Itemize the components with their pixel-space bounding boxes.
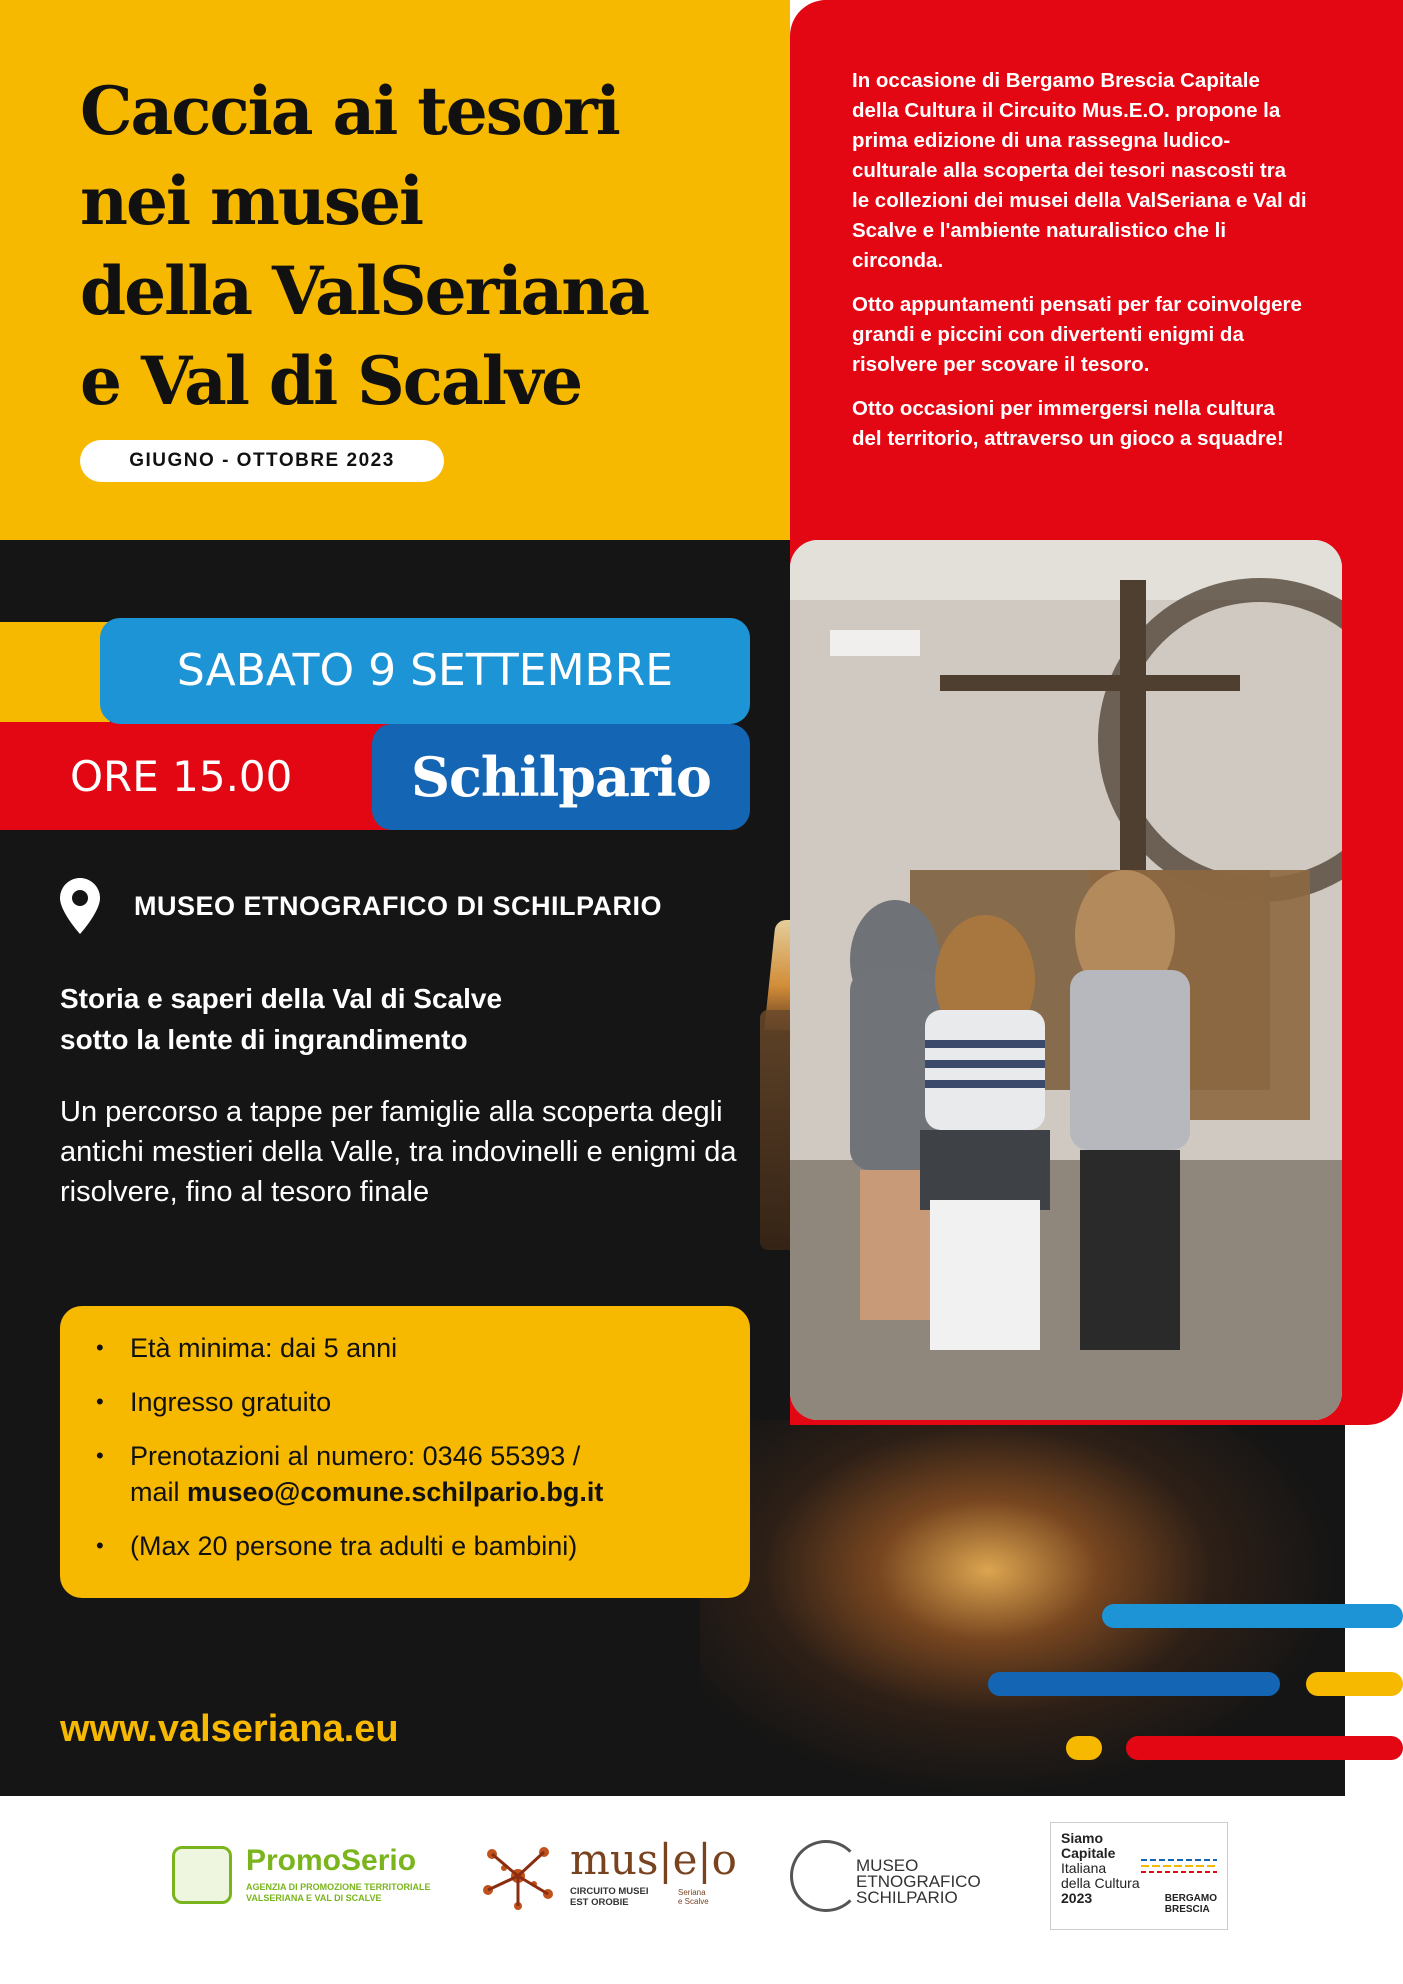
museum-name: MUSEO ETNOGRAFICO DI SCHILPARIO	[134, 891, 663, 921]
page-title	[80, 66, 760, 426]
museo-etnografico-logo	[790, 1840, 1000, 1910]
promoserio-logo	[172, 1840, 431, 1908]
bullet-icon: •	[96, 1335, 104, 1360]
event-description: Un percorso a tappe per famiglie alla scoperta degli antichi mestieri della Valle, tra indovinelli e enigmi da risolvere, fino al tesoro finale	[60, 1096, 737, 1208]
subtitle-line: sotto la lente di ingrandimento	[60, 1024, 468, 1055]
event-date: SABATO 9 SETTEMBRE	[100, 618, 750, 724]
promoserio-sub-line: VALSERIANA E VAL DI SCALVE	[246, 1893, 382, 1903]
museo-tag	[678, 1888, 709, 1906]
museo-tag-line: Seriana	[678, 1888, 706, 1897]
capitale-city: BRESCIA	[1164, 1904, 1210, 1915]
capitale-stripes-icon	[1141, 1857, 1217, 1875]
info-item-text: Età minima: dai 5 anni	[130, 1333, 398, 1363]
bullet-icon: •	[96, 1443, 104, 1468]
museum-visitors-photo	[790, 540, 1342, 1420]
website-link[interactable]: www.valseriana.eu	[60, 1708, 399, 1750]
info-item-text: Prenotazioni al numero: 0346 55393 /	[130, 1441, 581, 1471]
map-pin-icon	[60, 878, 100, 934]
promoserio-sub-line: AGENZIA DI PROMOZIONE TERRITORIALE	[246, 1882, 431, 1892]
info-list	[96, 1330, 720, 1564]
museo-logo	[478, 1835, 737, 1916]
decorative-stripe-blue	[1102, 1604, 1403, 1628]
intro-paragraph: Otto occasioni per immergersi nella cultura del territorio, attraverso un gioco a squadre!	[852, 397, 1284, 450]
capitale-cities	[1165, 1893, 1217, 1915]
etnografico-text	[856, 1858, 981, 1906]
mail-prefix: mail	[130, 1477, 188, 1507]
museo-network-icon	[478, 1840, 558, 1912]
etnografico-line: SCHILPARIO	[856, 1888, 958, 1907]
museo-tag-line: e Scalve	[678, 1897, 709, 1906]
event-subtitle	[60, 978, 700, 1060]
decorative-stripe-yellow	[1306, 1672, 1403, 1696]
accent-stripe-yellow	[0, 622, 110, 722]
intro-text	[852, 66, 1307, 468]
bullet-icon: •	[96, 1389, 104, 1414]
promoserio-mark-icon	[172, 1846, 232, 1904]
mail-link[interactable]: museo@comune.schilpario.bg.it	[187, 1477, 604, 1507]
list-item	[96, 1438, 720, 1510]
title-line: e Val di Scalve	[80, 342, 582, 420]
capitale-line: Italiana	[1061, 1860, 1107, 1876]
title-line: della ValSeriana	[80, 252, 649, 330]
capitale-line: 2023	[1061, 1890, 1093, 1906]
promoserio-subtitle	[246, 1882, 446, 1904]
period-badge: GIUGNO - OTTOBRE 2023	[80, 440, 444, 482]
etnografico-arc-icon	[790, 1840, 862, 1912]
event-place: Schilpario	[372, 724, 750, 830]
info-item-text: Ingresso gratuito	[130, 1387, 332, 1417]
bullet-icon: •	[96, 1533, 104, 1558]
museo-name: mus|e|o	[570, 1835, 737, 1884]
title-line: Caccia ai tesori	[80, 72, 619, 150]
info-box	[60, 1306, 750, 1598]
title-line: nei musei	[80, 162, 423, 240]
capitale-city: BERGAMO	[1164, 1893, 1217, 1904]
etnografico-line: MUSEO	[856, 1856, 919, 1875]
photo-illustration	[790, 540, 1342, 1420]
etnografico-line: ETNOGRAFICO	[856, 1872, 981, 1891]
capitale-line: Capitale	[1061, 1845, 1116, 1861]
list-item	[96, 1330, 720, 1366]
museo-sub-line: EST OROBIE	[570, 1897, 629, 1908]
decorative-dot-yellow	[1066, 1736, 1102, 1760]
list-item	[96, 1528, 720, 1564]
capitale-cultura-logo	[1050, 1822, 1228, 1930]
promoserio-name: PromoSerio	[246, 1844, 417, 1877]
info-item-text: (Max 20 persone tra adulti e bambini)	[130, 1531, 578, 1561]
decorative-stripe-red	[1126, 1736, 1403, 1760]
decorative-stripe-darkblue	[988, 1672, 1280, 1696]
event-time: ORE 15.00	[70, 752, 293, 801]
capitale-line: Siamo	[1061, 1830, 1104, 1846]
mail-line	[130, 1474, 720, 1510]
intro-paragraph: Otto appuntamenti pensati per far coinvolgere grandi e piccini con divertenti enigmi da risolvere per scovare il tesoro.	[852, 293, 1302, 376]
capitale-line: della Cultura	[1061, 1875, 1140, 1891]
subtitle-line: Storia e saperi della Val di Scalve	[60, 983, 503, 1014]
list-item	[96, 1384, 720, 1420]
museo-subtitle	[570, 1886, 648, 1908]
museo-sub-line: CIRCUITO MUSEI	[570, 1886, 649, 1897]
intro-paragraph: In occasione di Bergamo Brescia Capitale della Cultura il Circuito Mus.E.O. propone la prima edizione di una rassegna ludico-culturale alla scoperta dei tesori nascosti tra le collezioni dei musei della ValSeriana e Val di Scalve e l'ambiente naturalistico che li circonda.	[852, 69, 1307, 272]
